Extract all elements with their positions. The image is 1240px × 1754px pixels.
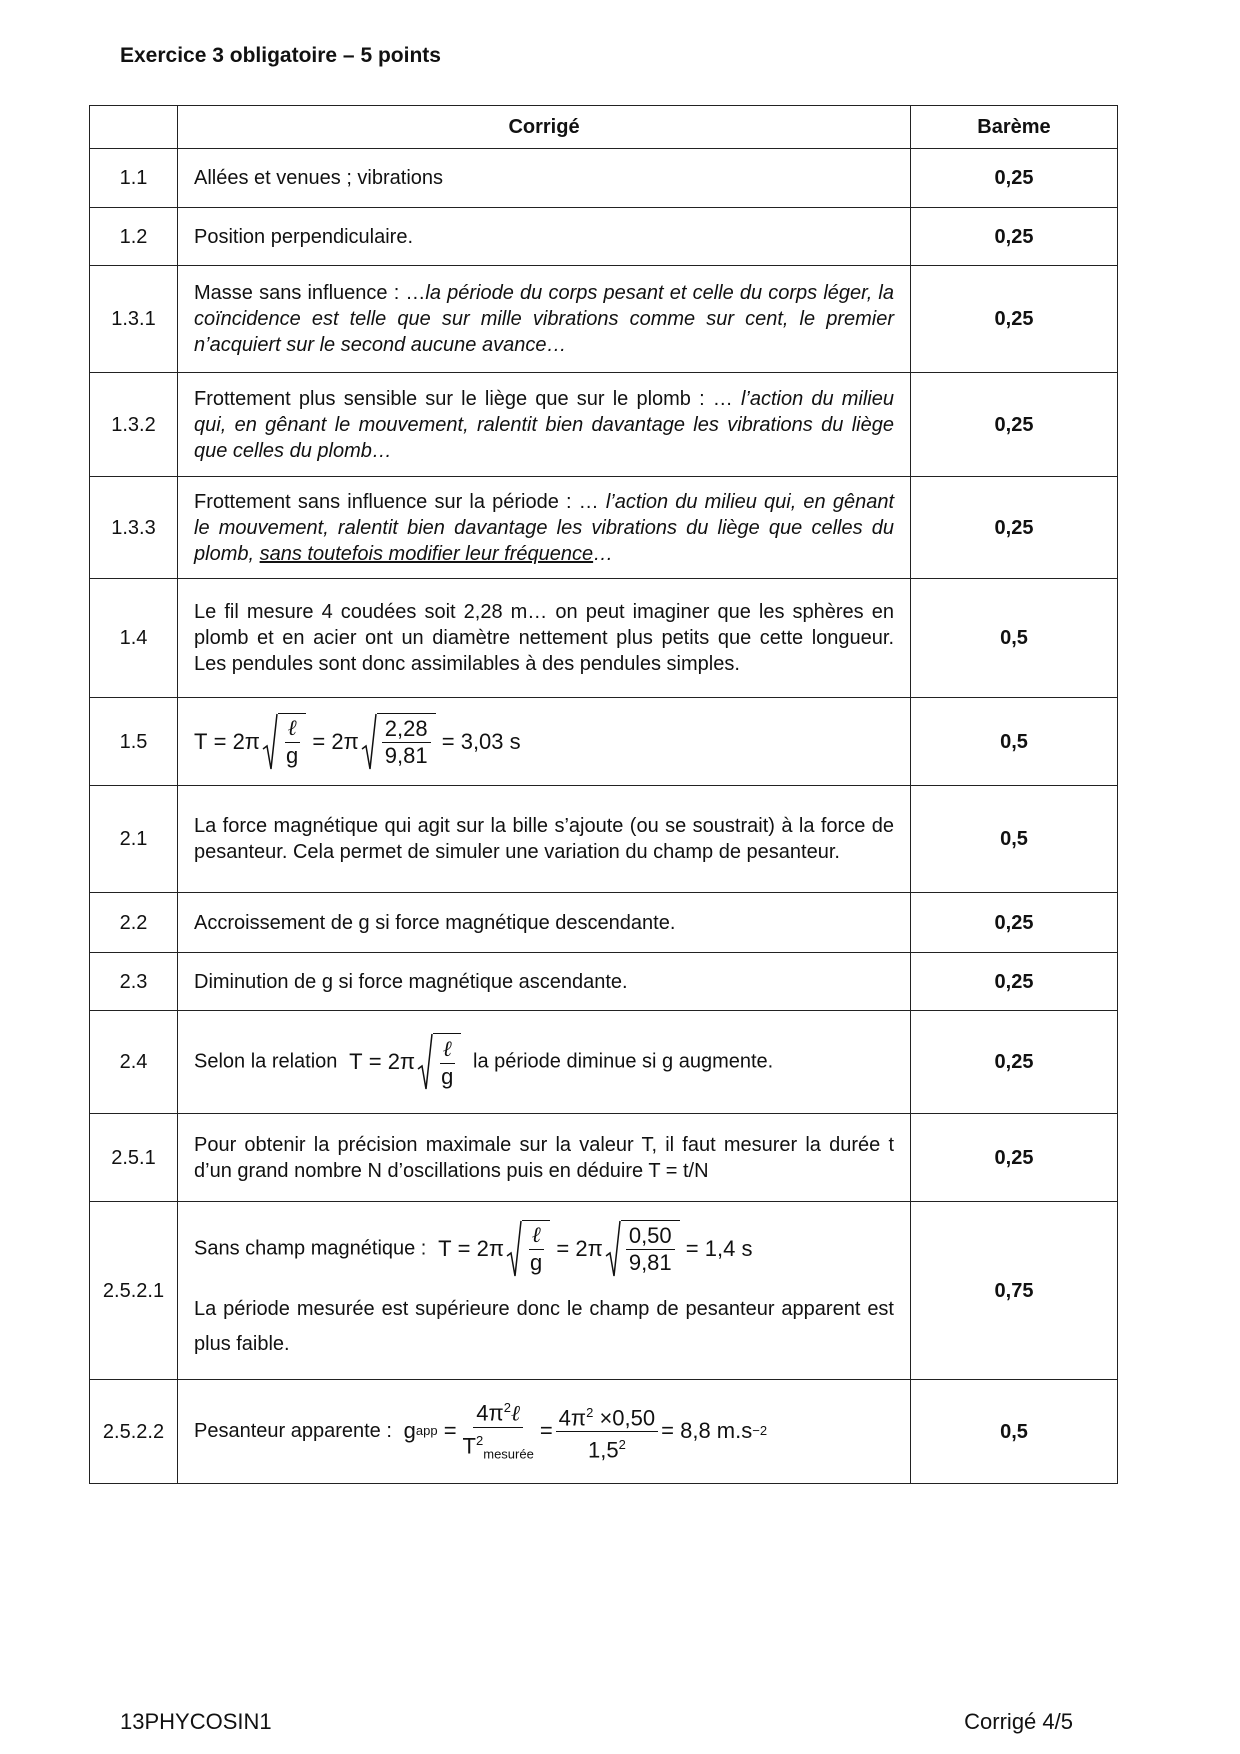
points: 0,25 — [911, 149, 1118, 208]
points: 0,25 — [911, 477, 1118, 579]
table-row — [90, 786, 1118, 893]
question-number: 2.1 — [90, 786, 178, 893]
apparent-gravity-formula: g app = $\frac{4\pi^2\ell}{T^2_{mesurée}}$ = $\frac{4\pi^2 \times 0,50}{1,5^2}$ = 8,8 m.s −2 — [397, 1395, 767, 1468]
points: 0,25 — [911, 953, 1118, 1011]
answer-lead: Selon la relation — [194, 1050, 338, 1073]
question-number: 1.4 — [90, 579, 178, 698]
answer-quote: l’action du milieu qui, en gênant le mouvement, ralentit bien davantage les vibrations du liège que celles du plomb… — [194, 387, 894, 462]
table-row — [90, 579, 1118, 698]
points: 0,25 — [911, 373, 1118, 477]
points: 0,5 — [911, 579, 1118, 698]
answer-text — [178, 1011, 911, 1114]
header-corrige: Corrigé — [178, 106, 911, 149]
answer-lead: Frottement sans influence sur la période : … — [194, 490, 606, 513]
answer-formula — [178, 698, 911, 786]
table-row — [90, 698, 1118, 786]
period-formula: T = 2π $\frac{\text{ℓ}}{g}$ — [343, 1033, 467, 1091]
table-row — [90, 953, 1118, 1011]
answer-quote-underlined: sans toutefois modifier leur fréquence — [259, 542, 594, 565]
period-formula: T = 2π $\frac{\text{ℓ}}{g}$ = 2π $\frac{0,50}{9,81}$ = 1,4 s — [432, 1220, 753, 1278]
correction-table — [89, 105, 1118, 1484]
answer-quote: l’action du milieu qui, en gênant le mouvement, ralentit bien davantage les vibrations du liège que celles du plomb, — [194, 490, 894, 565]
answer-conclusion: La période mesurée est supérieure donc le champ de pesanteur apparent est plus faible. — [194, 1297, 894, 1355]
question-number: 1.2 — [90, 208, 178, 266]
header-blank — [90, 106, 178, 149]
question-number: 2.5.2.2 — [90, 1380, 178, 1484]
table-row — [90, 373, 1118, 477]
question-number: 1.1 — [90, 149, 178, 208]
question-number: 2.5.2.1 — [90, 1202, 178, 1380]
answer-text: Position perpendiculaire. — [178, 208, 911, 266]
answer-tail: la période diminue si g augmente. — [473, 1050, 774, 1073]
question-number: 1.3.3 — [90, 477, 178, 579]
answer-text: Allées et venues ; vibrations — [178, 149, 911, 208]
answer-text: Diminution de g si force magnétique ascendante. — [178, 953, 911, 1011]
table-row — [90, 1011, 1118, 1114]
table-row — [90, 208, 1118, 266]
points: 0,75 — [911, 1202, 1118, 1380]
question-number: 2.3 — [90, 953, 178, 1011]
answer-text — [178, 266, 911, 373]
answer-text — [178, 1380, 911, 1484]
answer-text — [178, 1202, 911, 1380]
table-row — [90, 477, 1118, 579]
table-row — [90, 1114, 1118, 1202]
points: 0,25 — [911, 1011, 1118, 1114]
answer-quote: la période du corps pesant et celle du corps léger, la coïncidence est telle que sur mille vibrations comme sur cent, le premier n’acquiert sur le second aucune avance… — [194, 282, 894, 356]
header-bareme: Barème — [911, 106, 1118, 149]
table-row — [90, 1380, 1118, 1484]
question-number: 1.3.1 — [90, 266, 178, 373]
answer-lead: Pesanteur apparente : — [194, 1419, 392, 1442]
table-row — [90, 266, 1118, 373]
table-row — [90, 149, 1118, 208]
question-number: 2.4 — [90, 1011, 178, 1114]
answer-text — [178, 373, 911, 477]
answer-text: Accroissement de g si force magnétique descendante. — [178, 893, 911, 953]
points: 0,5 — [911, 698, 1118, 786]
answer-text: La force magnétique qui agit sur la bille s’ajoute (ou se soustrait) à la force de pesanteur. Cela permet de simuler une variation du champ de pesanteur. — [178, 786, 911, 893]
answer-lead: Masse sans influence : … — [194, 282, 426, 304]
period-formula: T = 2π $\frac{\text{ℓ}}{g}$ = 2π $\frac{2,28}{9,81}$ = 3,03 s — [194, 713, 521, 771]
points: 0,25 — [911, 208, 1118, 266]
answer-quote-end: … — [593, 542, 614, 565]
question-number: 1.3.2 — [90, 373, 178, 477]
table-header — [90, 106, 1118, 149]
answer-text: Le fil mesure 4 coudées soit 2,28 m… on peut imaginer que les sphères en plomb et en acier ont un diamètre nettement plus petits que cette longueur. Les pendules sont donc assimilables à des pendules simples. — [178, 579, 911, 698]
document-code: 13PHYCOSIN1 — [120, 1709, 272, 1734]
points: 0,5 — [911, 1380, 1118, 1484]
question-number: 2.5.1 — [90, 1114, 178, 1202]
question-number: 1.5 — [90, 698, 178, 786]
points: 0,25 — [911, 893, 1118, 953]
answer-text: Pour obtenir la précision maximale sur la valeur T, il faut mesurer la durée t d’un grand nombre N d’oscillations puis en déduire T = t/N — [178, 1114, 911, 1202]
answer-lead: Frottement plus sensible sur le liège que sur le plomb : … — [194, 387, 741, 410]
table-row — [90, 893, 1118, 953]
points: 0,25 — [911, 1114, 1118, 1202]
question-number: 2.2 — [90, 893, 178, 953]
table-row — [90, 1202, 1118, 1380]
exercise-title: Exercice 3 obligatoire – 5 points — [120, 44, 441, 67]
answer-lead: Sans champ magnétique : — [194, 1236, 427, 1259]
answer-text — [178, 477, 911, 579]
points: 0,25 — [911, 266, 1118, 373]
points: 0,5 — [911, 786, 1118, 893]
page-number: Corrigé 4/5 — [964, 1709, 1073, 1734]
